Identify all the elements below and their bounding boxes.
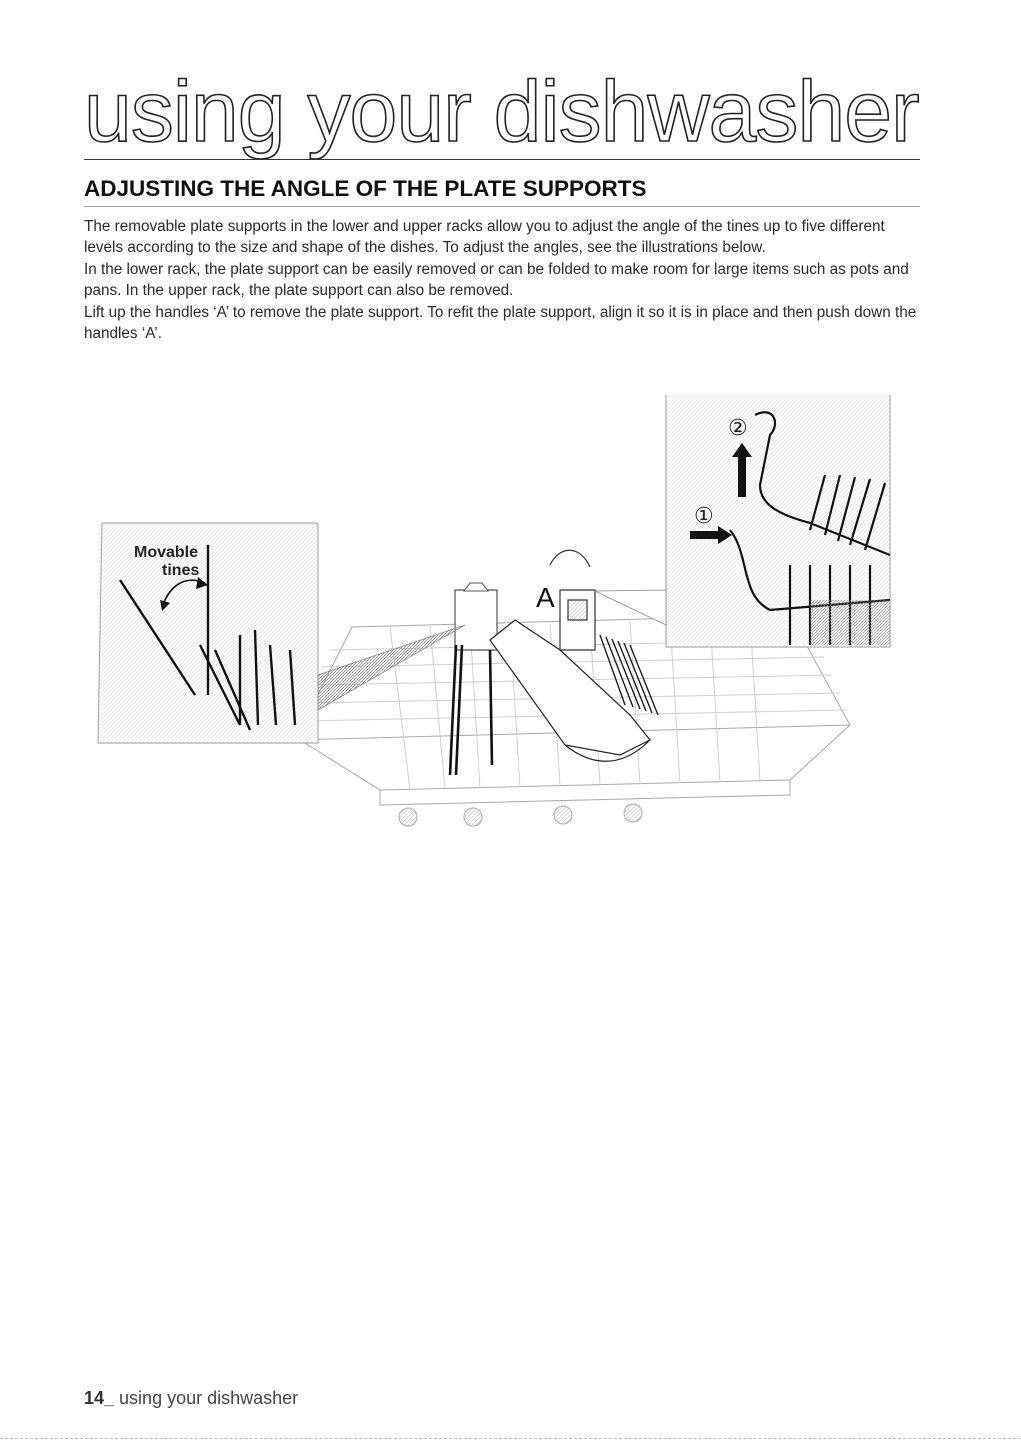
chapter-title: using your dishwasher [84, 64, 919, 160]
bottom-rule [0, 1438, 1021, 1439]
remove-support-inset [595, 395, 890, 647]
rack-wheels [399, 804, 642, 826]
step-1-marker: ① [694, 504, 714, 529]
chapter-title-rule [84, 159, 920, 160]
handle-a-assembly [550, 550, 595, 650]
section-heading: ADJUSTING THE ANGLE OF THE PLATE SUPPORTS [84, 176, 920, 207]
section-body [84, 217, 920, 346]
tines-label: tines [162, 562, 200, 579]
paragraph-intro: The removable plate supports in the lower and upper racks allow you to adjust the angle of the tines up to five different levels according to the size and shape of the dishes. To adjust the angles, see the illustrations below. [84, 218, 885, 256]
paragraph-lower-rack: In the lower rack, the plate support can be easily removed or can be folded to make room for large items such as pots and pans. In the upper rack, the plate support can also be removed. [84, 261, 909, 299]
movable-tines-inset [98, 523, 465, 743]
page-number: 14_ [84, 1388, 115, 1408]
footer-chapter-label: using your dishwasher [114, 1388, 299, 1408]
page-footer [84, 1388, 298, 1409]
movable-label: Movable [134, 544, 199, 561]
step-2-marker: ② [728, 416, 748, 441]
plate-support-illustration [90, 395, 910, 840]
paragraph-handles: Lift up the handles ‘A’ to remove the plate support. To refit the plate support, align it so it is in place and then push down the handles ‘A’. [84, 304, 917, 342]
handle-a-label: A [536, 582, 555, 613]
